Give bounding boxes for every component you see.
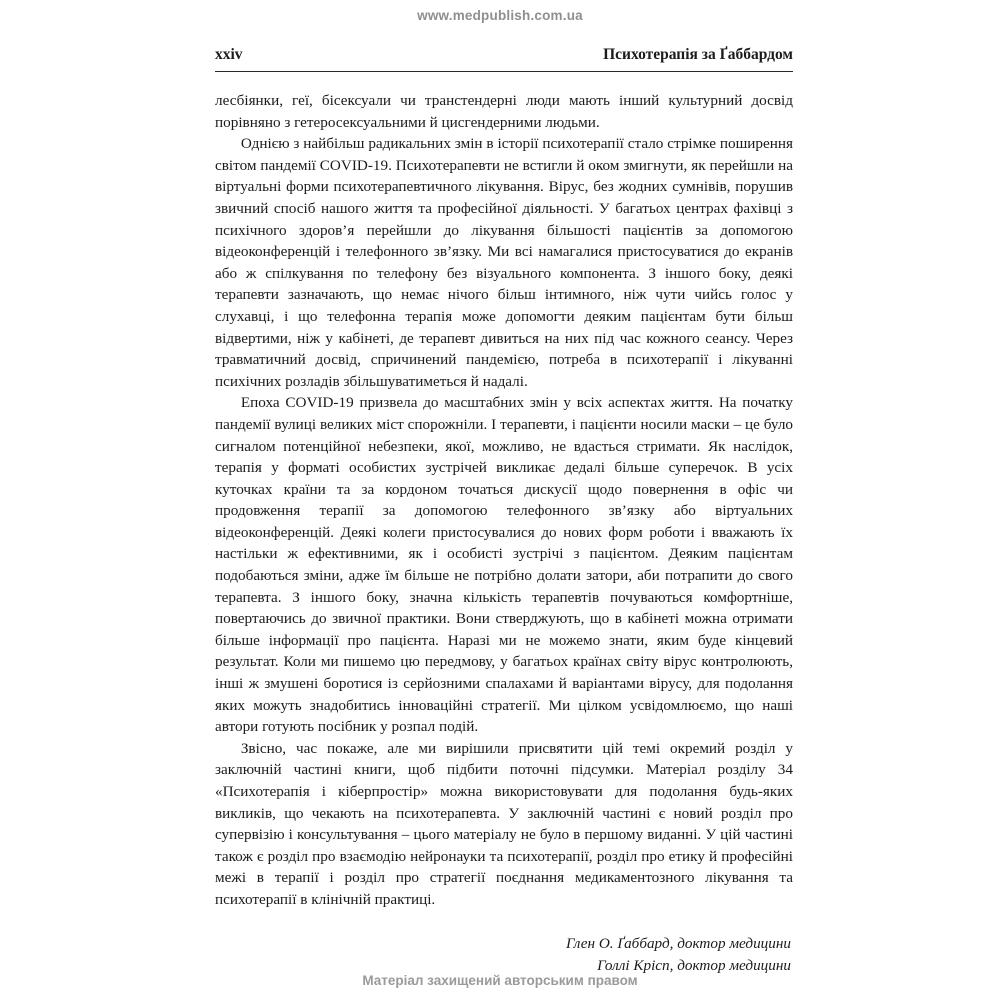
paragraph: Однією з найбільш радикальних змін в історії психотерапії стало стрімке поширення світом пандемії COVID-19. Психотерапевти не встигли й оком змигнути, як перейшли на віртуальні форми психотерапевтичного лікування. Вірус, без жодних сумнівів, порушив звичний спосіб нашого життя та професійної діяльності. У багатьох центрах фахівці з психічного здоров’я перейшли до лікування більшості пацієнтів за допомогою відеоконференцій і телефонного зв’язку. Ми всі намагалися пристосуватися до екранів або ж спілкування по телефону без візуального компонента. З іншого боку, деякі терапевти зазначають, що немає нічого більш інтимного, ніж чути чийсь голос у слухавці, і що телефонна терапія може допомогти деяким пацієнтам бути більш відвертими, ніж у кабінеті, де терапевт дивиться на них під час кожного сеансу. Через травматичний досвід, спричинений пандемією, потреба в психотерапії і лікуванні психічних розладів збільшуватиметься й надалі. [215,135,793,390]
paragraph: Епоха COVID-19 призвела до масштабних змін у всіх аспектах життя. На початку пандемії вулиці великих міст спорожніли. І терапевти, і пацієнти носили маски – це було сигналом потенційної небезпеки, якої, можливо, не вдасться стримати. Як наслідок, терапія у форматі особистих зустрічей викликає дедалі більше суперечок. В усіх куточках країни та за кордоном точаться дискусії щодо повернення в офіс чи продовження терапії за допомогою телефонного зв’язку або віртуальних відеоконференцій. Деякі колеги пристосувалися до нових форм роботи і вважають їх настільки ж ефективними, як і особисті зустрічі з пацієнтом. Деяким пацієнтам подобаються зміни, адже їм більше не потрібно долати затори, аби потрапити до свого терапевта. З іншого боку, значна кількість терапевтів почуваються комфортніше, повертаючись до звичної практики. Вони стверджують, що в кабінеті можна отримати більше інформації про пацієнта. Наразі ми не можемо знати, яким буде кінцевий результат. Коли ми пишемо цю передмову, у багатьох країнах світу вірус контролюють, інші ж змушені боротися із серйозними спалахами й варіантами вірусу, для подолання яких можуть знадобитись інноваційні стратегії. Ми цілком усвідомлюємо, що наші автори готують посібник у розпал подій. [215,394,793,736]
copyright-footer: Матеріал захищений авторським правом [362,973,638,988]
paragraph: лесбіянки, геї, бісексуали чи транстендерні люди мають інший культурний досвід порівняно з гетеросексуальними й цисгендерними людьми. [215,92,793,131]
running-title: Психотерапія за Ґаббардом [603,46,793,63]
signature-line: Глен О. Ґаббард, доктор медицини [565,934,791,952]
body-text [215,90,793,977]
paragraph: Звісно, час покаже, але ми вирішили присвятити цій темі окремий розділ у заключній частині книги, щоб підбити поточні підсумки. Матеріал розділу 34 «Психотерапія і кіберпростір» можна використовувати для подолання будь-яких викликів, що чекають на психотерапевта. У заключній частині є новий розділ про супервізію і консультування – цього матеріалу не було в першому виданні. У цій частині також є розділ про взаємодію нейронауки та психотерапії, розділ про етику й професійні межі в терапії і розділ про стратегії поєднання медикаментозного лікування та психотерапії в клінічній практиці. [215,739,793,908]
page-header [215,46,793,72]
signature-line: Голлі Крісп, доктор медицини [597,956,791,974]
site-url: www.medpublish.com.ua [417,8,583,23]
signature-block [215,933,793,977]
page-number: xxiv [215,46,243,63]
